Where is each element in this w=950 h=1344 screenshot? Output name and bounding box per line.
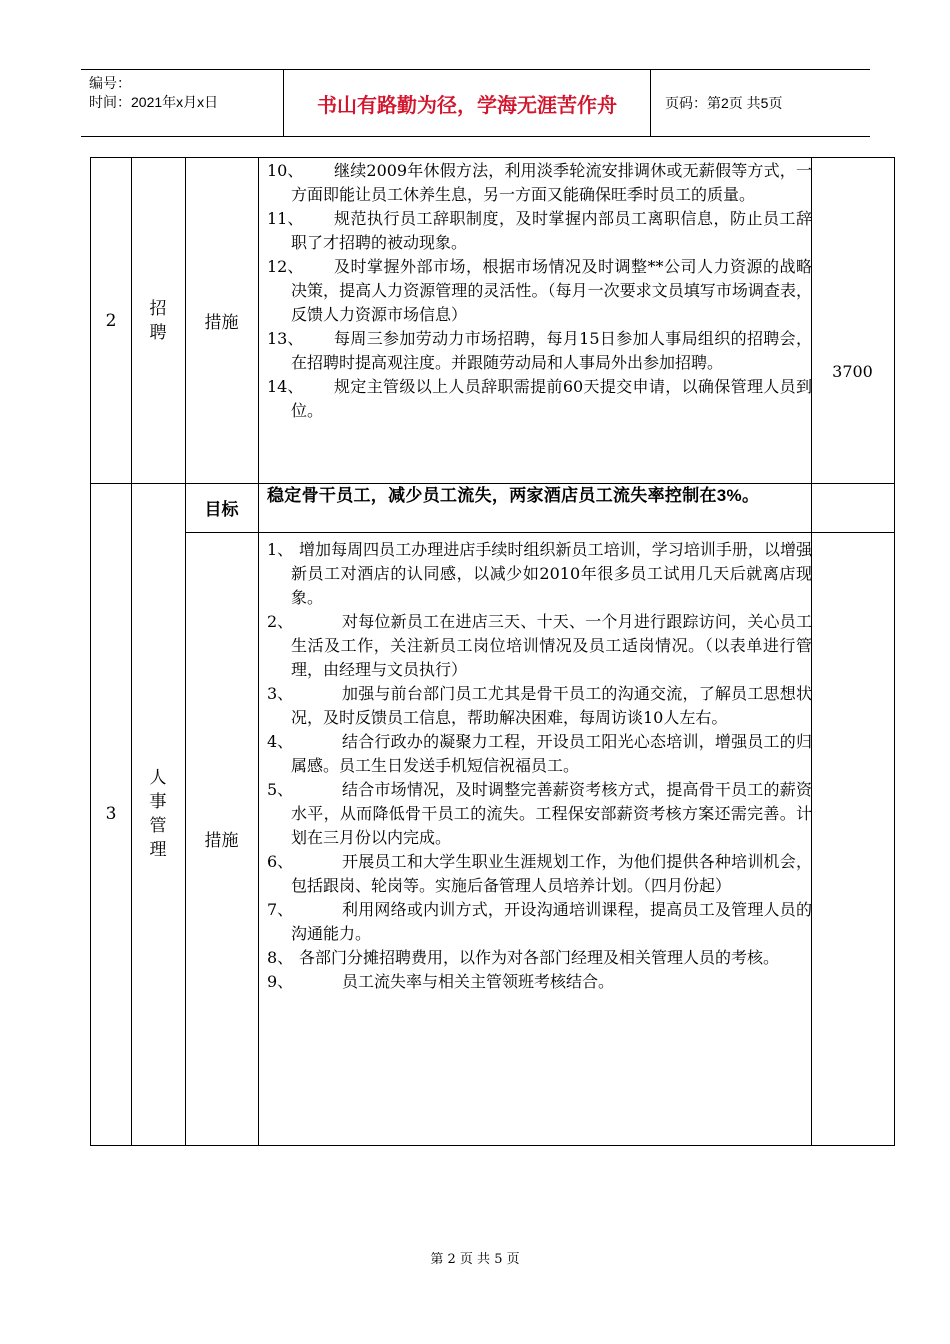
budget-value: 3700 xyxy=(832,361,873,381)
list-item: 14、 规定主管级以上人员辞职需提前60天提交申请，以确保管理人员到位。 xyxy=(267,377,812,420)
category-char: 管 xyxy=(149,816,167,836)
row-index: 3 xyxy=(105,804,117,824)
goal-label: 目标 xyxy=(204,500,239,519)
list-item: 10、 继续2009年休假方法，利用淡季轮流安排调休或无薪假等方式，一方面即能让员工休养生息，另一方面又能确保旺季时员工的质量。 xyxy=(267,161,812,204)
row-index: 2 xyxy=(105,310,117,331)
header-meta xyxy=(81,70,284,136)
list-item: 6、 开展员工和大学生职业生涯规划工作，为他们提供各种培训机会，包括跟岗、轮岗等。实施后备管理人员培养计划。（四月份起） xyxy=(267,852,812,895)
document-number-label: 编号： xyxy=(89,75,131,91)
list-item: 12、 及时掌握外部市场，根据市场情况及时调整**公司人力资源的战略决策，提高人力资源管理的灵活性。（每月一次要求文员填写市场调查表，反馈人力资源市场信息） xyxy=(267,257,812,324)
col-divider xyxy=(258,158,259,1145)
goal-text: 稳定骨干员工，减少员工流失，两家酒店员工流失率控制在3%。 xyxy=(267,486,760,505)
category-char: 招 xyxy=(149,298,167,319)
page-footer: 第 2 页 共 5 页 xyxy=(430,1252,520,1267)
row-divider xyxy=(185,532,894,533)
category-char: 事 xyxy=(149,792,167,812)
header-page-info: 页码：第2页 共5页 xyxy=(665,95,783,111)
measure-label: 措施 xyxy=(204,313,239,333)
list-item: 8、 各部门分摊招聘费用，以作为对各部门经理及相关管理人员的考核。 xyxy=(267,948,780,967)
list-item: 9、 员工流失率与相关主管领班考核结合。 xyxy=(267,972,615,991)
measure-label: 措施 xyxy=(204,831,239,851)
row-category xyxy=(131,158,185,483)
row-category xyxy=(131,483,185,1145)
list-item: 11、 规范执行员工辞职制度，及时掌握内部员工离职信息，防止员工辞职了才招聘的被动现象。 xyxy=(267,209,812,252)
list-item: 13、 每周三参加劳动力市场招聘，每月15日参加人事局组织的招聘会，在招聘时提高观注度。并跟随劳动局和人事局外出参加招聘。 xyxy=(267,329,812,372)
recruit-measures xyxy=(267,159,812,423)
list-item: 7、 利用网络或内训方式，开设沟通培训课程，提高员工及管理人员的沟通能力。 xyxy=(267,900,812,943)
list-item: 5、 结合市场情况，及时调整完善薪资考核方式，提高骨干员工的薪资水平，从而降低骨干员工的流失。工程保安部薪资考核方案还需完善。计划在三月份以内完成。 xyxy=(267,780,812,847)
header-motto: 书山有路勤为径，学海无涯苦作舟 xyxy=(284,70,651,136)
category-char: 理 xyxy=(149,840,167,860)
page-header xyxy=(81,69,870,137)
plan-table xyxy=(90,157,895,1146)
hr-measures xyxy=(267,538,812,994)
document-time: 时间：2021年x月x日 xyxy=(89,94,219,110)
list-item: 1、 增加每周四员工办理进店手续时组织新员工培训，学习培训手册，以增强新员工对酒店的认同感，以减少如2010年很多员工试用几天后就离店现象。 xyxy=(267,540,812,607)
category-char: 人 xyxy=(149,768,167,788)
list-item: 2、 对每位新员工在进店三天、十天、一个月进行跟踪访问，关心员工生活及工作，关注新员工岗位培训情况及员工适岗情况。（以表单进行管理，由经理与文员执行） xyxy=(267,612,812,679)
category-char: 聘 xyxy=(149,322,167,343)
list-item: 3、 加强与前台部门员工尤其是骨干员工的沟通交流，了解员工思想状况，及时反馈员工信息，帮助解决困难，每周访谈10人左右。 xyxy=(267,684,812,727)
list-item: 4、 结合行政办的凝聚力工程，开设员工阳光心态培训，增强员工的归属感。员工生日发送手机短信祝福员工。 xyxy=(267,732,812,775)
